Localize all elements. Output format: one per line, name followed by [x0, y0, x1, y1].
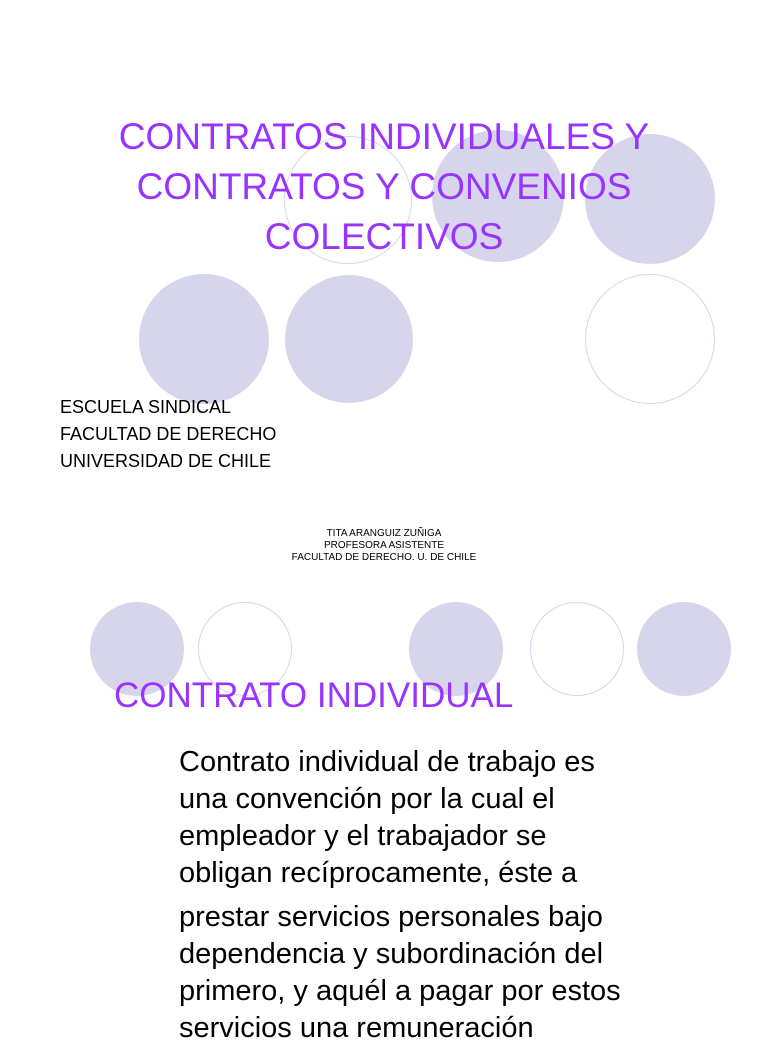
decorative-circle-ring — [585, 274, 715, 404]
paragraph-line: dependencia y subordinación del — [179, 938, 604, 970]
slide-title — [40, 112, 728, 262]
decorative-circle-ring — [530, 602, 624, 696]
decorative-circle-filled — [139, 274, 269, 404]
paragraph-line: Contrato individual de trabajo es — [179, 746, 595, 778]
author-institution: FACULTAD DE DERECHO. U. DE CHILE — [291, 552, 477, 563]
author-name: TITA ARANGUIZ ZUÑIGA — [326, 528, 442, 539]
paragraph-line: una convención por la cual el — [179, 783, 555, 815]
title-line: COLECTIVOS — [264, 216, 504, 257]
definition-paragraph — [179, 744, 749, 1047]
decorative-circle-filled — [637, 602, 731, 696]
section-title: CONTRATO INDIVIDUAL — [114, 676, 514, 715]
author-block — [234, 528, 534, 564]
affiliation-line: UNIVERSIDAD DE CHILE — [60, 451, 272, 471]
affiliation-block — [60, 394, 276, 475]
paragraph-line: empleador y el trabajador se — [179, 820, 547, 852]
title-line: CONTRATOS INDIVIDUALES Y — [118, 116, 650, 157]
decorative-circle-filled — [285, 275, 413, 403]
affiliation-line: FACULTAD DE DERECHO — [60, 424, 277, 444]
paragraph-line: servicios una remuneración — [179, 1012, 534, 1044]
title-line: CONTRATOS Y CONVENIOS — [136, 166, 632, 207]
author-position: PROFESORA ASISTENTE — [323, 540, 445, 551]
paragraph-line: prestar servicios personales bajo — [179, 901, 603, 933]
paragraph-line: primero, y aquél a pagar por estos — [179, 975, 621, 1007]
affiliation-line: ESCUELA SINDICAL — [60, 397, 232, 417]
paragraph-line: obligan recíprocamente, éste a — [179, 857, 578, 889]
